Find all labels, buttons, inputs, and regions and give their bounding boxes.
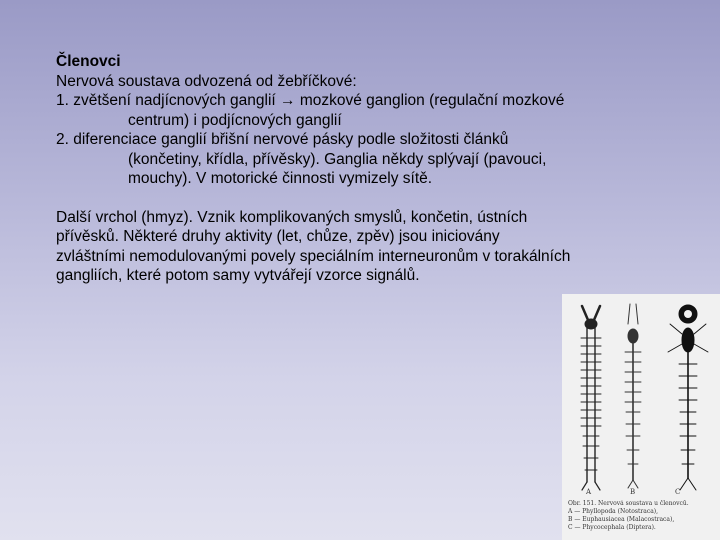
point-1-line-2: centrum) i podjícnových ganglií xyxy=(128,111,342,129)
figure-caption-line-1: Obr. 151. Nervová soustava u členovců. xyxy=(568,500,689,507)
nervous-system-figure xyxy=(562,294,720,540)
slide-text-block xyxy=(56,52,676,286)
paragraph-gap xyxy=(56,189,676,208)
figure-caption-line-4: C — Phycocephala (Diptera). xyxy=(568,524,656,531)
figure-label-a: A xyxy=(586,488,592,496)
figure-caption-line-3: B — Euphausiacea (Malacostraca), xyxy=(568,516,675,523)
paragraph-2-line-2: přívěsků. Některé druhy aktivity (let, chůze, zpěv) jsou iniciovány xyxy=(56,228,500,245)
point-2-line-2: (končetiny, křídla, přívěsky). Ganglia někdy splývají (pavouci, xyxy=(128,150,547,168)
paragraph-2-line-1: Další vrchol (hmyz). Vznik komplikovaných smyslů, končetin, ústních xyxy=(56,208,528,226)
point-1-line-1: 1. zvětšení nadjícnových ganglií → mozkové ganglion (regulační mozkové xyxy=(56,92,565,109)
paragraph-2-line-3: zvláštními nemodulovanými povely speciálním interneuronům v torakálních xyxy=(56,247,571,265)
intro-line: Nervová soustava odvozená od žebříčkové: xyxy=(56,72,357,90)
ladder-nervous-system-a xyxy=(581,306,601,490)
figure-label-c: C xyxy=(675,488,681,496)
insect-nervous-system-c xyxy=(668,305,708,490)
figure-label-b: B xyxy=(630,488,636,496)
paragraph-2-line-4: gangliích, které potom samy vytvářejí vzorce signálů. xyxy=(56,267,420,284)
figure-caption-line-2: A — Phyllopoda (Notostraca), xyxy=(568,508,659,515)
concentrated-nervous-system-b xyxy=(625,304,641,488)
slide-heading: Členovci xyxy=(56,53,121,70)
figure-caption xyxy=(568,500,718,532)
point-2-line-3: mouchy). V motorické činnosti vymizely sítě. xyxy=(128,170,433,187)
point-2-line-1: 2. diferenciace ganglií břišní nervové pásky podle složitosti článků xyxy=(56,131,509,148)
